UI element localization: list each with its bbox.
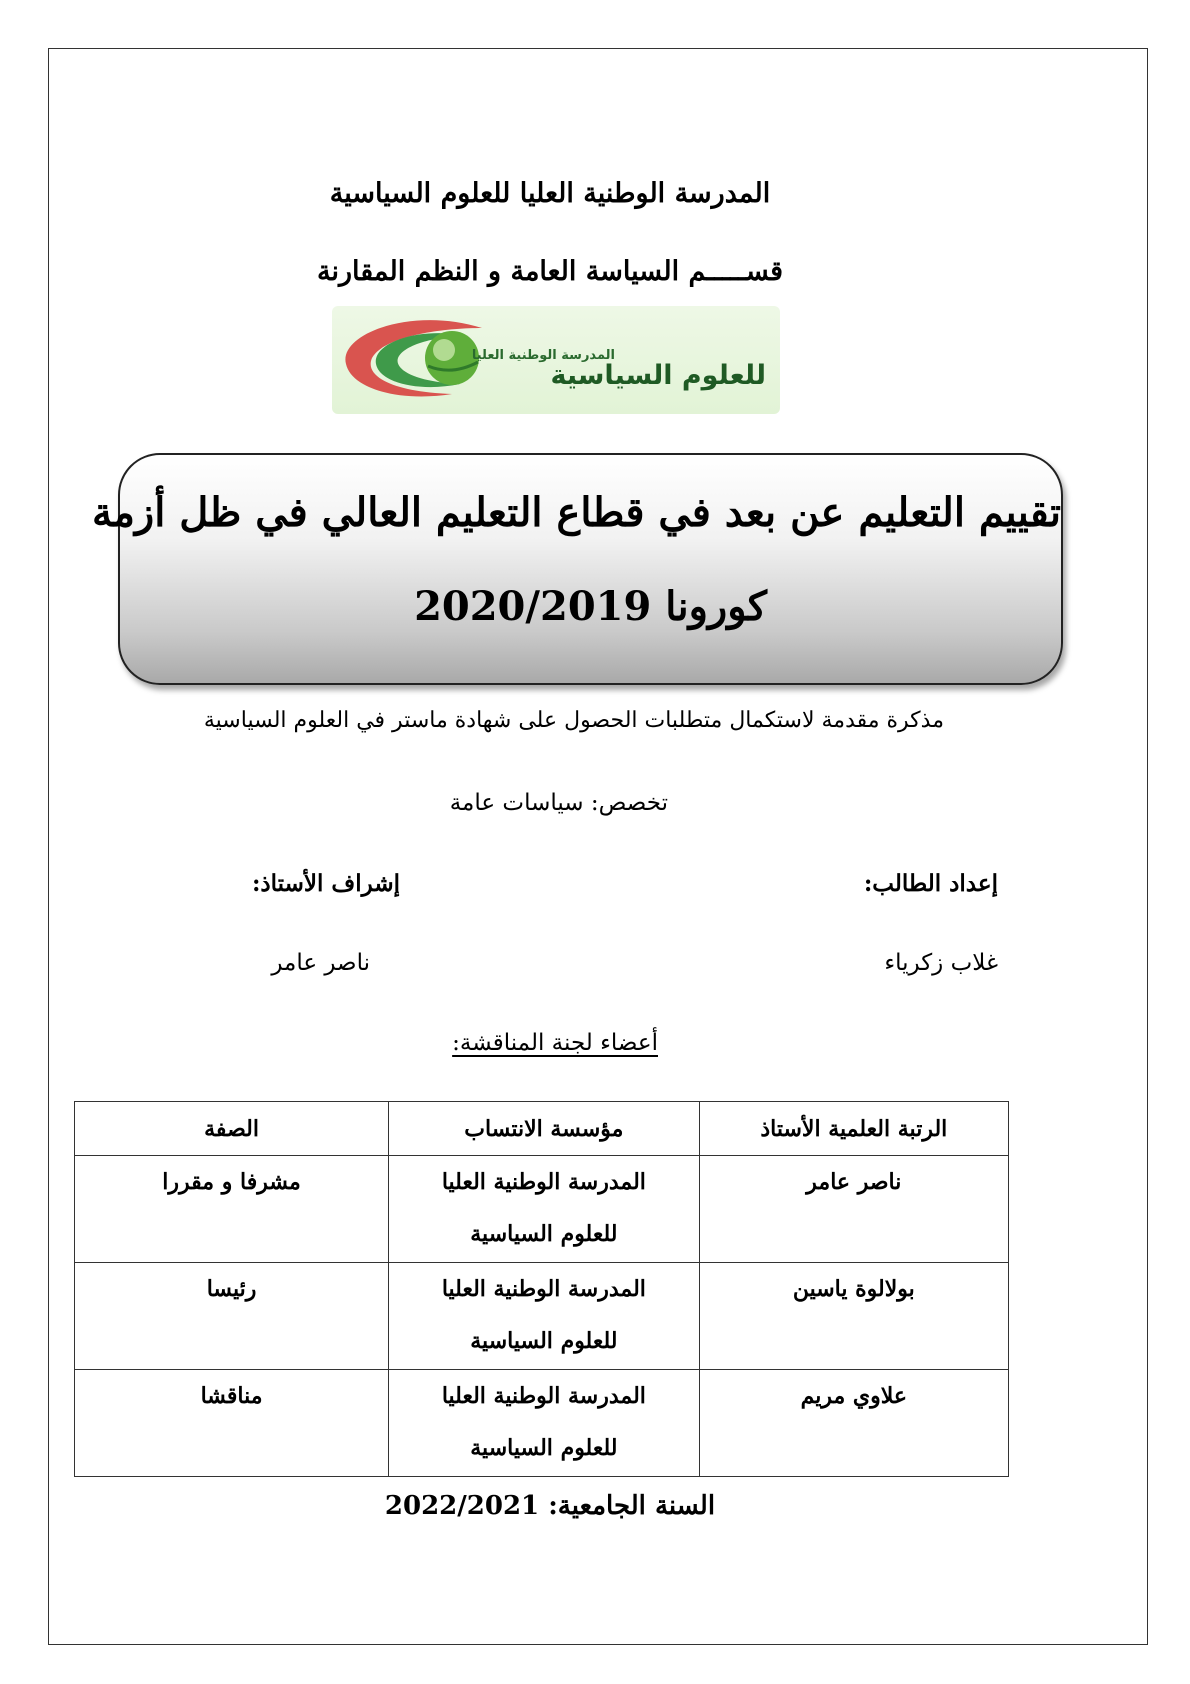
table-row — [75, 1263, 1009, 1370]
institution-line2: للعلوم السياسية — [470, 1435, 618, 1461]
institution-line1: المدرسة الوطنية العليا — [441, 1383, 646, 1409]
jury-member-institution — [389, 1263, 700, 1370]
jury-member-role: رئيسا — [75, 1263, 389, 1370]
table-header-row — [75, 1102, 1009, 1156]
student-label: إعداد الطالب: — [863, 870, 998, 897]
specialization: تخصص: سياسات عامة — [449, 790, 668, 816]
table-row — [75, 1156, 1009, 1263]
header-rank: الرتبة العلمية الأستاذ — [699, 1102, 1008, 1156]
institution-line1: المدرسة الوطنية العليا — [441, 1169, 646, 1195]
title-box — [92, 453, 1063, 685]
committee-title — [400, 1030, 658, 1056]
table-row — [75, 1370, 1009, 1477]
jury-member-role: مناقشا — [75, 1370, 389, 1477]
institution-line2: للعلوم السياسية — [470, 1221, 618, 1247]
school-name: المدرسة الوطنية العليا للعلوم السياسية — [329, 178, 771, 209]
memo-description: مذكرة مقدمة لاستكمال متطلبات الحصول على شهادة ماستر في العلوم السياسية — [203, 708, 944, 733]
header-institution: مؤسسة الانتساب — [389, 1102, 700, 1156]
academic-year: السنة الجامعية: 2022/2021 — [384, 1491, 716, 1521]
jury-table — [74, 1101, 1009, 1477]
logo-small-text: المدرسة الوطنية العليا — [471, 348, 615, 363]
jury-member-role: مشرفا و مقررا — [75, 1156, 389, 1263]
thesis-title-line2: كورونا 2020/2019 — [414, 583, 767, 630]
jury-member-institution — [389, 1370, 700, 1477]
jury-member-name: علاوي مريم — [699, 1370, 1008, 1477]
thesis-title-line1: تقييم التعليم عن بعد في قطاع التعليم العالي في ظل أزمة — [92, 489, 1061, 536]
supervisor-name: ناصر عامر — [271, 950, 370, 976]
department-name: قســـــم السياسة العامة و النظم المقارنة — [316, 256, 783, 287]
header-role: الصفة — [75, 1102, 389, 1156]
supervisor-label: إشراف الأستاذ: — [251, 870, 400, 897]
logo-big-text: للعلوم السياسية — [550, 360, 766, 391]
jury-member-name: ناصر عامر — [699, 1156, 1008, 1263]
student-name: غلاب زكرياء — [884, 950, 998, 976]
institution-line2: للعلوم السياسية — [470, 1328, 618, 1354]
school-logo — [332, 306, 780, 414]
jury-member-name: بولالوة ياسين — [699, 1263, 1008, 1370]
jury-member-institution — [389, 1156, 700, 1263]
committee-title-text: أعضاء لجنة المناقشة: — [452, 1030, 658, 1056]
institution-line1: المدرسة الوطنية العليا — [441, 1276, 646, 1302]
